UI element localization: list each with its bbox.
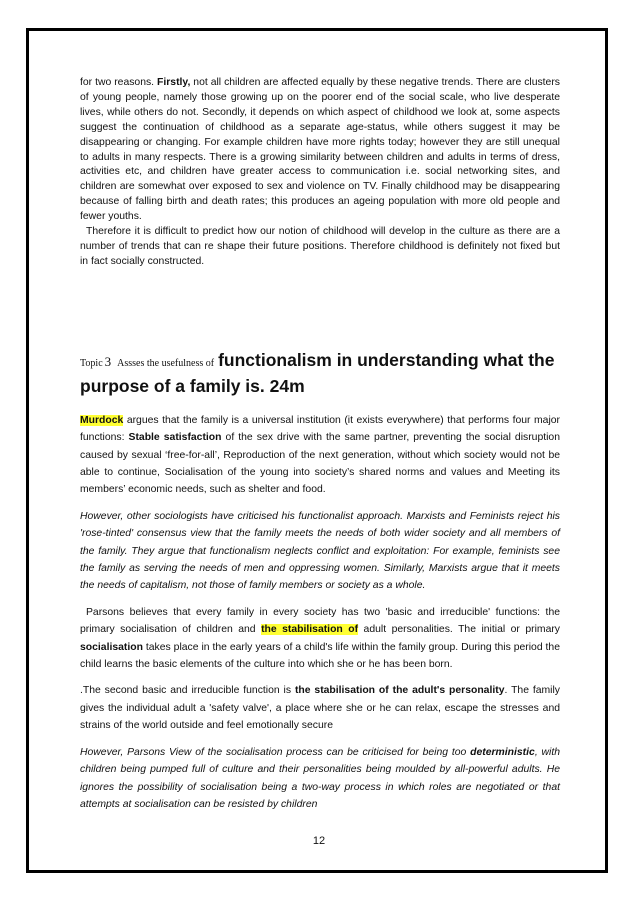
parsons-criticism-text-1: However, Parsons View of the socialisation process can be criticised for being too <box>80 746 471 758</box>
intro-conclusion: Therefore it is difficult to predict how our notion of childhood will develop in the culture as there are a number of trends that can re shape their future positions. Therefore childhood is definitely not fixed but in fact socially constructed. <box>80 226 560 267</box>
topic-title-line2: purpose of a family is. 24m <box>80 375 305 396</box>
topic-number: 3 <box>104 353 112 369</box>
parsons-criticism-text-2: , with children being pumped full of culture and their personalities being moulded by all-powerful adults. He ignores the possibility of socialisation being a two-way process in which roles are negotiated or that attempts at socialisation can be resisted by children <box>80 746 560 810</box>
second-function-text-1: .The second basic and irreducible function is <box>80 685 295 697</box>
topic-title-line1: functionalism in understanding what the <box>218 349 555 370</box>
murdock-text-1: argues that the family is a universal institution (it exists everywhere) that performs four major functions: <box>80 414 560 444</box>
stabilisation-highlight: the stabilisation of <box>261 624 359 636</box>
second-function-paragraph <box>80 682 560 734</box>
murdock-highlight: Murdock <box>80 414 124 426</box>
intro-text-1: for two reasons. <box>80 77 158 88</box>
parsons-text-2: adult personalities. The initial or primary <box>358 624 561 636</box>
topic-heading <box>80 346 560 398</box>
stabilisation-bold: the stabilisation of the adult's personality <box>294 685 505 697</box>
parsons-paragraph <box>80 604 560 674</box>
intro-firstly: Firstly, <box>157 77 191 88</box>
topic-prefix: Assses the usefulness of <box>117 357 215 369</box>
stable-satisfaction: Stable satisfaction <box>128 432 222 444</box>
criticism-paragraph: However, other sociologists have criticised his functionalist approach. Marxists and Feminists reject his 'rose-tinted' consensus view that the family meets the needs of both wider society and all members of the family. They argue that functionalism neglects conflict and exploitation: For example, feminists see the family as serving the needs of men and oppressing women. Similarly, Marxists argue that it meets the needs of capitalism, not those of family members or society as a whole. <box>80 510 560 592</box>
parsons-text-1: Parsons believes that every family in every society has two 'basic and irreducible' functions: the primary socialisation of children and <box>80 606 560 636</box>
parsons-text-3: takes place in the early years of a child's life within the family group. During this period the child learns the basic elements of the culture into which she or he has been born. <box>80 641 560 671</box>
topic-label: Topic <box>80 357 103 369</box>
parsons-criticism-paragraph <box>80 744 560 814</box>
deterministic-bold: deterministic <box>470 746 535 758</box>
second-function-text-2: . The family gives the individual adult a 'safety valve', a place where she or he can relax, escape the stresses and strains of the world outside and feel emotionally secure <box>80 685 560 732</box>
page-number: 12 <box>312 835 326 847</box>
intro-paragraph <box>80 76 560 225</box>
socialisation-bold: socialisation <box>80 641 143 653</box>
murdock-paragraph <box>80 412 560 499</box>
murdock-text-2: of the sex drive with the same partner, preventing the social disruption caused by sexual ‘free-for-all’, Reproduction of the next generation, without which society would not be able to continue, Socialisation of the young into society’s shared norms and values and Meeting its members’ economic needs, such as shelter and food. <box>80 432 560 496</box>
intro-text-2: not all children are affected equally by these negative trends. There are clusters of young people, namely those growing up on the poorer end of the social scale, who live desperate lives, while others do not. Secondly, it depends on which aspect of childhood we look at, some aspects suggest the continuation of childhood as a separate age-status, while others suggest it may be disappearing or changing. For example children have more rights today; however they are still unequal to adults in many respects. There is a growing similarity between children and adults in terms of dress, activities etc, and children have greater access to communication i.e. social networking sites, and children are somewhat over exposed to sex and violence on TV. Finally childhood may be disappearing because of falling birth and death rates; this produces an ageing population with more old people and fewer youths. <box>80 77 560 223</box>
document-body <box>80 76 560 813</box>
